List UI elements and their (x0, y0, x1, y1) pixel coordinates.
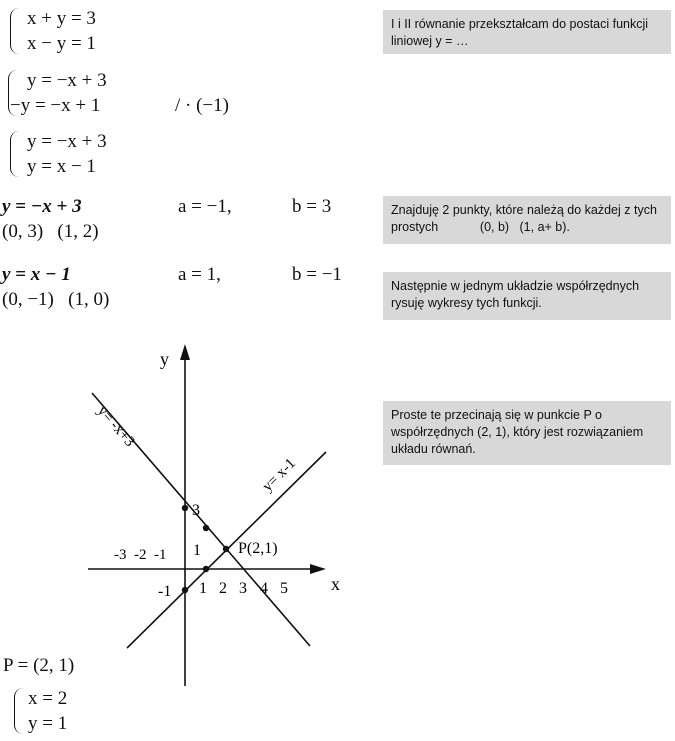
step1-eq2: x − y = 1 (27, 33, 96, 54)
line2-coef-b: b = −1 (292, 264, 342, 285)
line1-coef-b: b = 3 (292, 196, 332, 217)
point-0-3 (182, 505, 188, 511)
point-P-2-1 (223, 546, 229, 552)
x-tick-3: 3 (239, 580, 247, 597)
answer-point: P = (2, 1) (3, 655, 75, 676)
x-tick-1: 1 (199, 580, 207, 597)
line2-points: (0, −1) (1, 0) (2, 289, 110, 310)
note-transform-text: I i II równanie przekształcam do postaci funkcji liniowej y = … (391, 17, 649, 48)
step2-eq1: y = −x + 3 (27, 70, 107, 91)
line1-points: (0, 3) (1, 2) (2, 221, 99, 242)
line1-coef-a: a = −1, (178, 196, 232, 217)
line2-coef-a: a = 1, (178, 264, 221, 285)
answer-eq2: y = 1 (28, 713, 68, 734)
y-tick-3: 3 (192, 502, 200, 519)
step1-eq1: x + y = 3 (27, 8, 96, 29)
y-axis-arrow (180, 344, 190, 360)
point-1-0 (203, 566, 209, 572)
line1-label: y= -x+3 (93, 403, 138, 450)
step3-eq1: y = −x + 3 (27, 131, 107, 152)
point-1-2 (203, 525, 209, 531)
answer-eq1: x = 2 (28, 688, 68, 709)
line1-function: y = −x + 3 (2, 196, 82, 217)
point-0-neg1 (182, 587, 188, 593)
line2-label: y= x-1 (259, 455, 299, 495)
note-intersection-text: Proste te przecinają się w punkcie P o współrzędnych (2, 1), który jest rozwiązaniem układu równań. (391, 408, 644, 456)
step3-eq2: y = x − 1 (27, 156, 96, 177)
brace-answer (14, 688, 23, 734)
step2-eq2: −y = −x + 1 (10, 95, 101, 116)
x-axis-label: x (331, 574, 340, 594)
x-tick-4: 4 (260, 580, 268, 597)
y-tick-1: 1 (193, 542, 201, 559)
note-draw-text: Następnie w jednym układzie współrzędnych rysuję wykresy tych funkcji. (391, 279, 640, 310)
note-points-text: Znajduję 2 punkty, które należą do każdej z tych prostych (0, b) (1, a+ b). (391, 203, 661, 234)
neg-x-ticks: -3 -2 -1 (114, 547, 167, 563)
line2-function: y = x − 1 (2, 264, 71, 285)
y-axis-label: y (160, 349, 169, 369)
x-tick-5: 5 (280, 580, 288, 597)
y-tick-neg1: -1 (158, 583, 172, 600)
x-tick-2: 2 (219, 580, 227, 597)
x-axis-arrow (310, 564, 326, 574)
step2-operation: / · (−1) (175, 95, 229, 116)
point-P-label: P(2,1) (238, 540, 278, 557)
